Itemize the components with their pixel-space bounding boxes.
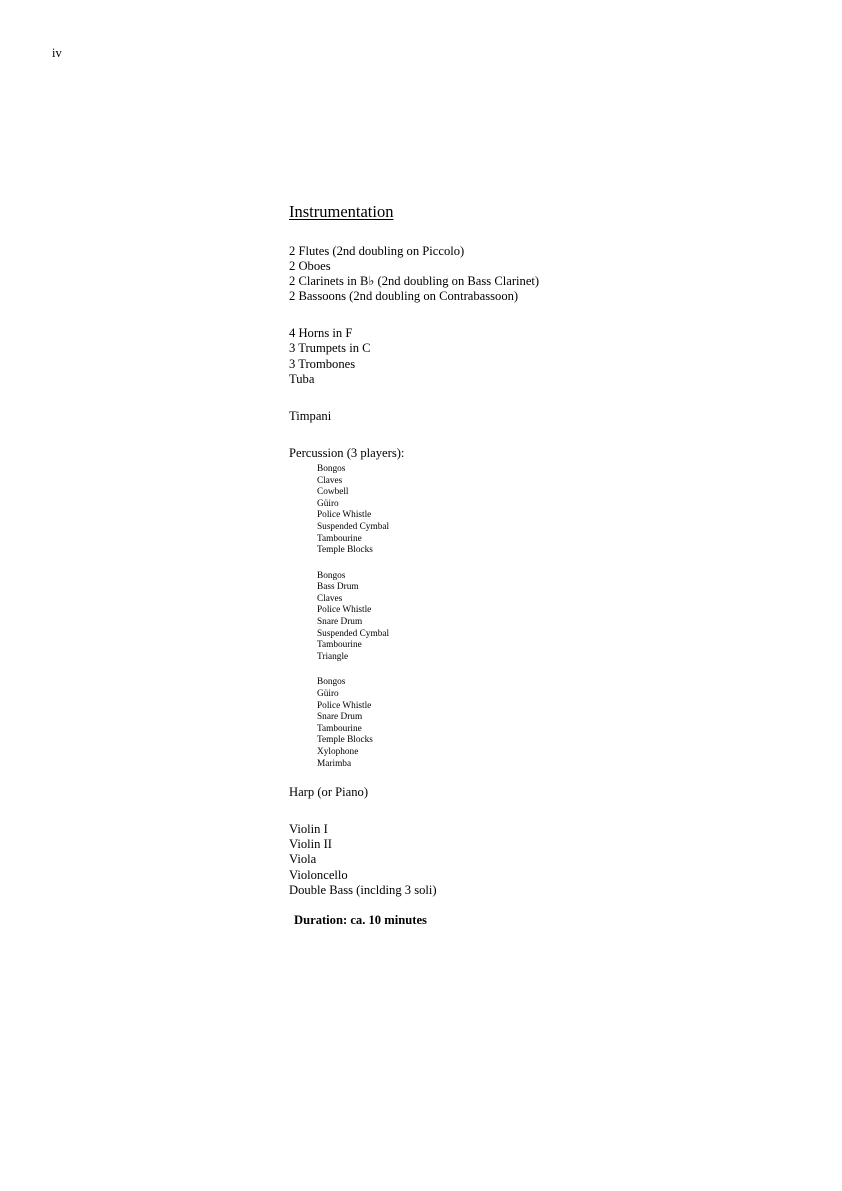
percussion-item: Snare Drum [317, 617, 363, 628]
percussion-item: Temple Blocks [317, 735, 373, 746]
percussion-item: Bongos [317, 463, 346, 474]
instrument-line: Tuba [289, 371, 315, 386]
percussion-item: Triangle [317, 651, 349, 662]
instrument-line: Double Bass (inclding 3 soli) [289, 882, 437, 897]
percussion-item: Temple Blocks [317, 545, 373, 556]
percussion-item: Police Whistle [317, 510, 372, 521]
duration-note: Duration: ca. 10 minutes [294, 913, 427, 927]
percussion-item: Claves [317, 475, 343, 486]
percussion-group [289, 446, 749, 770]
percussion-item: Claves [317, 593, 343, 604]
harp-group [289, 785, 749, 800]
percussion-item: Police Whistle [317, 700, 372, 711]
instrument-line: Violoncello [289, 867, 348, 882]
percussion-item: Güiro [317, 498, 339, 509]
instrument-line: Violin I [289, 822, 328, 837]
strings-group [289, 822, 749, 897]
percussion-player-2-list [317, 571, 749, 664]
percussion-player-1-list [317, 464, 749, 557]
page-number: iv [52, 46, 62, 60]
instrument-line: Harp (or Piano) [289, 785, 369, 800]
percussion-player-3-list [317, 677, 749, 770]
instrument-line: 4 Horns in F [289, 326, 353, 341]
instrument-line: Viola [289, 852, 317, 867]
percussion-item: Xylophone [317, 747, 359, 757]
instrumentation-content [289, 202, 749, 898]
percussion-item: Marimba [317, 758, 352, 769]
instrument-line: Timpani [289, 408, 332, 423]
instrument-line: Violin II [289, 837, 332, 852]
percussion-item: Tambourine [317, 640, 362, 651]
percussion-item: Suspended Cymbal [317, 521, 390, 532]
page-title: Instrumentation [289, 202, 394, 221]
percussion-item: Bass Drum [317, 582, 359, 593]
percussion-item: Güiro [317, 689, 339, 700]
instrument-line: 2 Clarinets in B♭ (2nd doubling on Bass Clarinet) [289, 274, 540, 289]
percussion-item: Snare Drum [317, 712, 363, 723]
timpani-group [289, 409, 749, 424]
percussion-item: Tambourine [317, 533, 362, 544]
woodwinds-group [289, 244, 749, 304]
percussion-heading: Percussion (3 players): [289, 445, 405, 460]
instrument-line: 2 Bassoons (2nd doubling on Contrabassoon) [289, 289, 519, 304]
instrument-line: 3 Trombones [289, 356, 356, 371]
brass-group [289, 326, 749, 386]
percussion-item: Bongos [317, 677, 346, 688]
percussion-item: Cowbell [317, 487, 349, 498]
percussion-item: Bongos [317, 570, 346, 581]
percussion-item: Police Whistle [317, 605, 372, 616]
percussion-item: Suspended Cymbal [317, 628, 390, 639]
percussion-item: Tambourine [317, 723, 362, 734]
instrument-line: 2 Oboes [289, 259, 331, 274]
instrument-line: 3 Trumpets in C [289, 341, 371, 356]
instrument-line: 2 Flutes (2nd doubling on Piccolo) [289, 244, 465, 258]
